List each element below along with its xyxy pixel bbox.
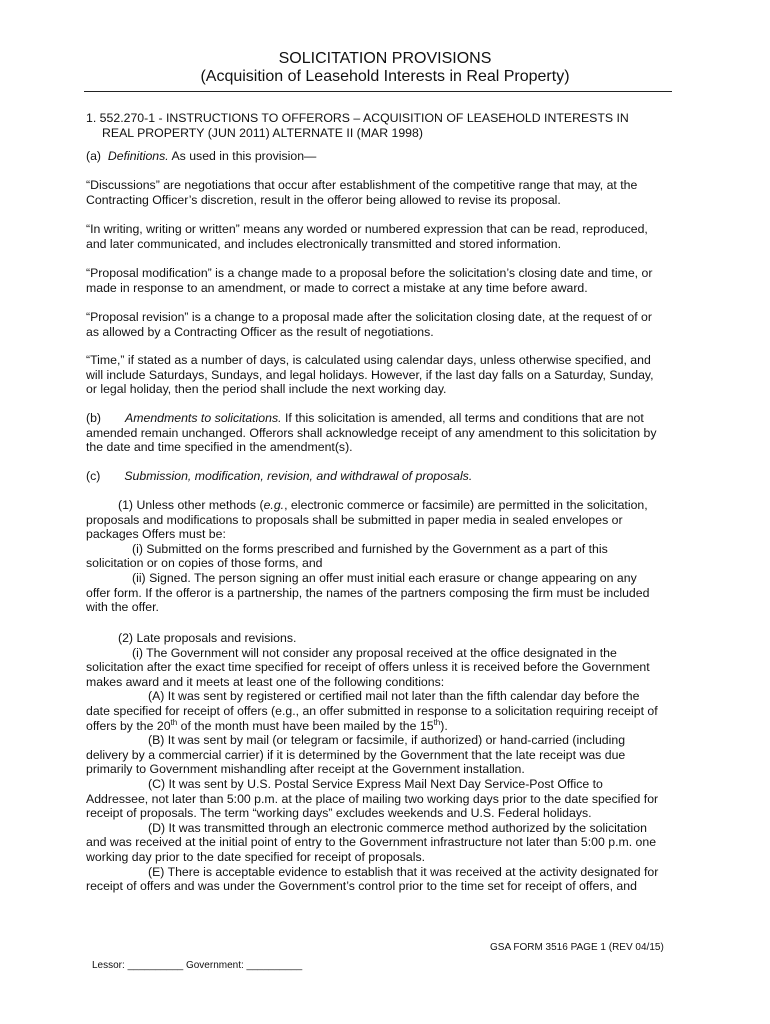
paragraph-line: (A) It was sent by registered or certified mail not later than the fifth calendar day before the [148, 689, 640, 704]
section-c [86, 469, 676, 484]
paragraph-line: or legal holiday, then the period shall include the next working day. [86, 382, 447, 397]
page-title: SOLICITATION PROVISIONS [278, 50, 492, 67]
form-identifier: GSA FORM 3516 PAGE 1 (REV 04/15) [490, 942, 664, 953]
paragraph-line: (i) Submitted on the forms prescribed and furnished by the Government as a part of this [132, 541, 608, 556]
paragraph-line: “Proposal revision” is a change to a proposal made after the solicitation closing date, at the request of or [86, 310, 652, 324]
header-rule [84, 91, 672, 92]
paragraph-line: and was received at the initial point of entry to the Government infrastructure not later than 5:00 p.m. one [86, 835, 657, 850]
paragraph-line: solicitation or on copies of those forms, and [86, 556, 323, 571]
definition-writing [86, 222, 676, 251]
section-c1 [86, 498, 676, 615]
paragraph-line: with the offer. [86, 600, 159, 615]
paragraph-line: If this solicitation is amended, all terms and conditions that are not [281, 411, 644, 425]
paragraph-line: (B) It was sent by mail (or telegram or facsimile, if authorized) or hand-carried (including [148, 733, 626, 748]
section-c-heading: Submission, modification, revision, and withdrawal of proposals. [124, 469, 473, 483]
paragraph-line: ). [440, 718, 448, 733]
paragraph-line: amended remain unchanged. Offerors shall acknowledge receipt of any amendment to this solicitation by [86, 425, 657, 440]
paragraph-line: (2) Late proposals and revisions. [118, 631, 297, 645]
paragraph-line: makes award and it meets at least one of the following conditions: [86, 674, 445, 689]
paragraph-line: made in response to an amendment, or made to correct a mistake at any time before award. [86, 280, 588, 295]
paragraph-line: date specified for receipt of offers (e.g., an offer submitted in response to a solicitation requiring receipt of [86, 703, 658, 718]
provision-heading-line: REAL PROPERTY (JUN 2011) ALTERNATE II (MAR 1998) [102, 125, 423, 140]
paragraph-line: as allowed by a Contracting Officer as the result of negotiations. [86, 324, 434, 339]
section-a [86, 149, 676, 164]
definition-modification [86, 266, 676, 295]
section-c-label: (c) [86, 469, 101, 483]
paragraph-line: will include Saturdays, Sundays, and legal holidays. However, if the last day falls on a Saturday, Sunday, [86, 367, 654, 382]
provision-heading [86, 111, 676, 140]
section-a-text: As used in this provision— [168, 149, 317, 163]
section-a-heading: Definitions. [107, 149, 169, 163]
section-b-heading: Amendments to solicitations. [125, 411, 282, 425]
paragraph-line: “Proposal modification” is a change made to a proposal before the solicitation’s closing date and time, or [86, 266, 653, 280]
paragraph-line: , electronic commerce or facsimile) are permitted in the solicitation, [284, 498, 648, 512]
paragraph-line: (C) It was sent by U.S. Postal Service Express Mail Next Day Service-Post Office to [148, 776, 603, 791]
definition-discussions [86, 178, 676, 207]
paragraph-line: proposals and modifications to proposals shall be submitted in paper media in sealed envelopes or [86, 512, 623, 527]
paragraph-line: packages Offers must be: [86, 527, 226, 542]
paragraph-line: “In writing, writing or written” means any worded or numbered expression that can be read, reproduced, [86, 222, 648, 236]
paragraph-line: “Discussions” are negotiations that occur after establishment of the competitive range that may, at the [86, 178, 638, 192]
section-a-label: (a) [86, 149, 102, 163]
paragraph-line: e.g. [263, 498, 285, 512]
section-b [86, 411, 676, 455]
paragraph-line: (D) It was transmitted through an electronic commerce method authorized by the solicitation [148, 820, 647, 835]
paragraph-line: (ii) Signed. The person signing an offer must initial each erasure or change appearing on any [132, 570, 637, 585]
paragraph-line: receipt of proposals. The term “working days” excludes weekends and U.S. Federal holidays. [86, 806, 592, 821]
paragraph-line: receipt of offers and was under the Government’s control prior to the time set for receipt of offers, and [86, 879, 637, 894]
paragraph-line: solicitation after the exact time specified for receipt of offers unless it is received before the Government [86, 660, 650, 675]
superscript: th [170, 717, 178, 727]
paragraph-line: working day prior to the date specified for receipt of proposals. [86, 849, 426, 864]
paragraph-line: and later communicated, and includes electronically transmitted and stored information. [86, 236, 562, 251]
definition-time [86, 353, 676, 397]
paragraph-line: offers by the 20 [86, 718, 171, 733]
paragraph-line: of the month must have been mailed by the 15 [177, 718, 434, 733]
paragraph-line: (i) The Government will not consider any proposal received at the office designated in the [132, 645, 617, 660]
provision-heading-line: 1. 552.270-1 - INSTRUCTIONS TO OFFERORS – ACQUISITION OF LEASEHOLD INTERESTS IN [86, 111, 629, 125]
section-c2 [86, 631, 676, 894]
paragraph-line: Contracting Officer’s discretion, result in the offeror being allowed to revise its proposal. [86, 192, 561, 207]
superscript: th [433, 717, 441, 727]
paragraph-line: delivery by a commercial carrier) if it is determined by the Government that the late receipt was due [86, 747, 626, 762]
paragraph-line: “Time,” if stated as a number of days, is calculated using calendar days, unless otherwise specified, and [86, 353, 651, 367]
paragraph-line: Addressee, not later than 5:00 p.m. at the place of mailing two working days prior to the date specified for [86, 791, 659, 806]
paragraph-line: (1) Unless other methods ( [118, 498, 264, 512]
paragraph-line: the date and time specified in the amendment(s). [86, 440, 353, 455]
page-subtitle: (Acquisition of Leasehold Interests in Real Property) [200, 68, 570, 85]
section-b-label: (b) [86, 411, 102, 425]
definition-revision [86, 310, 676, 339]
initials-line: Lessor: __________ Government: __________ [92, 960, 303, 971]
paragraph-line: primarily to Government mishandling after receipt at the Government installation. [86, 762, 525, 777]
paragraph-line: offer form. If the offeror is a partnership, the names of the partners composing the firm must be included [86, 585, 650, 600]
paragraph-line: (E) There is acceptable evidence to establish that it was received at the activity designated for [148, 864, 659, 879]
